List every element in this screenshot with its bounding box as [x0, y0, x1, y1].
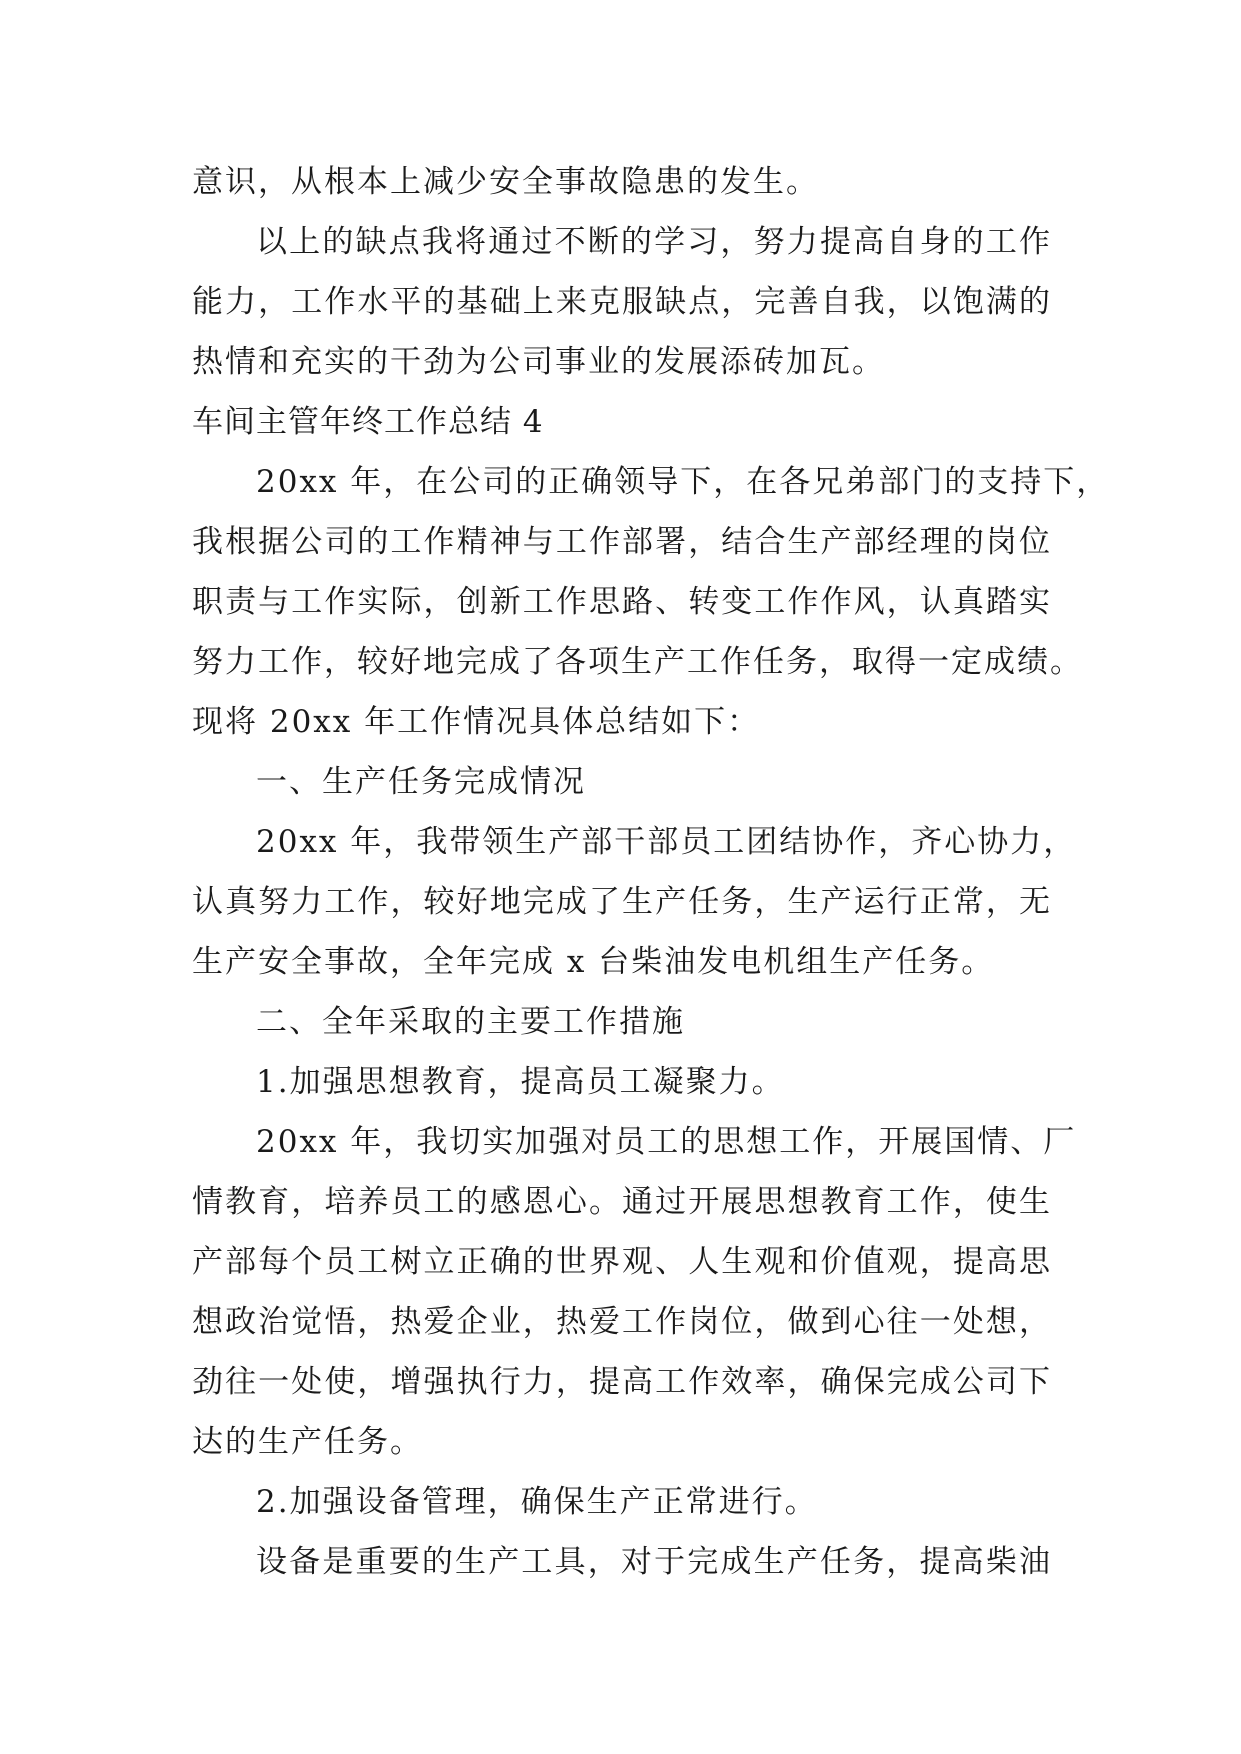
section-title: 车间主管年终工作总结 4 — [192, 404, 544, 440]
paragraph-line: 20xx 年，我切实加强对员工的思想工作，开展国情、厂 — [256, 1124, 1077, 1160]
paragraph-line: 我根据公司的工作精神与工作部署，结合生产部经理的岗位 — [192, 524, 1052, 560]
subheading: 一、生产任务完成情况 — [256, 764, 586, 800]
paragraph-line: 能力，工作水平的基础上来克服缺点，完善自我，以饱满的 — [192, 284, 1052, 320]
paragraph-line: 热情和充实的干劲为公司事业的发展添砖加瓦。 — [192, 344, 885, 380]
subheading: 二、全年采取的主要工作措施 — [256, 1004, 685, 1040]
paragraph-line: 20xx 年，在公司的正确领导下，在各兄弟部门的支持下， — [256, 464, 1110, 500]
paragraph-line: 认真努力工作，较好地完成了生产任务，生产运行正常，无 — [192, 884, 1052, 920]
paragraph-line: 20xx 年，我带领生产部干部员工团结协作，齐心协力， — [256, 824, 1077, 860]
subheading: 1.加强思想教育，提高员工凝聚力。 — [256, 1064, 785, 1100]
paragraph-line: 努力工作，较好地完成了各项生产工作任务，取得一定成绩。 — [192, 644, 1083, 680]
paragraph-line: 想政治觉悟，热爱企业，热爱工作岗位，做到心往一处想， — [192, 1304, 1052, 1340]
paragraph-line: 产部每个员工树立正确的世界观、人生观和价值观，提高思 — [192, 1244, 1052, 1280]
paragraph-line: 劲往一处使，增强执行力，提高工作效率，确保完成公司下 — [192, 1364, 1052, 1400]
paragraph-line: 生产安全事故，全年完成 x 台柴油发电机组生产任务。 — [192, 944, 995, 980]
paragraph-line: 现将 20xx 年工作情况具体总结如下： — [192, 704, 761, 740]
subheading: 2.加强设备管理，确保生产正常进行。 — [256, 1484, 818, 1520]
paragraph-line: 情教育，培养员工的感恩心。通过开展思想教育工作，使生 — [192, 1184, 1052, 1220]
paragraph-line: 以上的缺点我将通过不断的学习，努力提高自身的工作 — [256, 224, 1052, 260]
paragraph-line: 职责与工作实际，创新工作思路、转变工作作风，认真踏实 — [192, 584, 1052, 620]
paragraph-line: 意识，从根本上减少安全事故隐患的发生。 — [192, 164, 819, 200]
paragraph-line: 设备是重要的生产工具，对于完成生产任务，提高柴油 — [256, 1544, 1052, 1580]
paragraph-line: 达的生产任务。 — [192, 1424, 423, 1460]
